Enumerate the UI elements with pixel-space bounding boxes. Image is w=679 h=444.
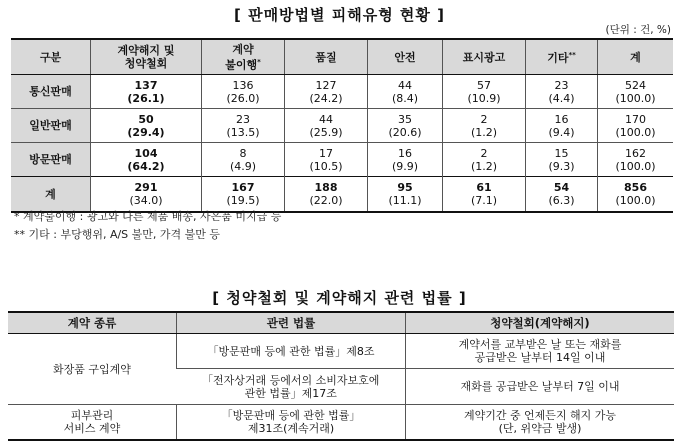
col-header-quality: 품질 [285,39,368,75]
col-header-nonperformance: 계약 불이행* [202,39,285,75]
table-row [8,405,674,440]
cell-percent: (19.5) [226,194,260,207]
row-label: 방문판매 [11,143,91,177]
cell-count: 291 [134,181,158,194]
cell-percent: (64.2) [127,159,165,173]
table2-title: [ 청약철회 및 계약해지 관련 법률 ] [212,289,467,307]
row-label: 통신판매 [11,75,91,109]
table-cell [598,75,674,109]
table-cell [202,143,285,177]
col-header-withdrawal: 청약철회(계약해지) [406,312,675,334]
cell-percent: (100.0) [615,125,656,139]
col-header-law: 관련 법률 [177,312,406,334]
cell-percent: (100.0) [615,194,656,207]
cell-count: 136 [232,78,254,92]
table-cell [91,109,202,143]
withdrawal-cell: 재화를 공급받은 날부터 7일 이내 [406,369,675,405]
cell-count: 15 [554,146,569,160]
table-header-row [11,39,673,75]
table-cell [598,109,674,143]
cell-percent: (1.2) [470,159,498,173]
col-header-total: 계 [598,39,674,75]
col-header-category: 구분 [11,39,91,75]
cell-count: 61 [476,181,492,194]
cell-count: 104 [134,146,158,160]
cell-count: 95 [397,181,413,194]
footnote-other: ** 기타 : 부당행위, A/S 불만, 가격 불만 등 [14,228,221,241]
cell-percent: (24.2) [309,91,343,105]
table-cell [202,177,285,213]
cell-count: 17 [319,146,333,160]
table-cell [202,75,285,109]
contract-type-cell: 화장품 구입계약 [8,334,177,405]
cell-count: 23 [236,112,250,126]
cell-count: 35 [398,112,412,126]
cell-percent: (4.4) [548,91,575,105]
table-row [11,143,673,177]
col-header-other: 기타** [526,39,598,75]
table-cell [91,177,202,213]
law-cell: 「전자상거래 등에서의 소비자보호에 관한 법률」제17조 [177,369,406,405]
law-cell: 「방문판매 등에 관한 법률」제8조 [177,334,406,369]
cell-count: 188 [314,181,338,194]
withdrawal-cell: 계약기간 중 언제든지 해지 가능 (단, 위약금 발생) [406,405,675,440]
table-cell [368,109,443,143]
unit-label: (단위 : 건, %) [605,24,671,36]
cell-count: 50 [138,112,154,126]
cell-percent: (9.4) [548,125,575,139]
cell-count: 23 [554,78,569,92]
col-header-cancellation: 계약해지 및 청약철회 [91,39,202,75]
table-cell [598,177,674,213]
cell-percent: (8.4) [391,91,419,105]
cell-count: 137 [134,78,158,92]
cell-percent: (25.9) [309,125,343,139]
table-cell [526,177,598,213]
cell-count: 167 [231,181,255,194]
cell-percent: (100.0) [615,91,656,105]
cell-percent: (9.3) [548,159,575,173]
cell-percent: (22.0) [309,194,343,207]
cell-percent: (29.4) [127,125,165,139]
row-label: 일반판매 [11,109,91,143]
table-cell [368,75,443,109]
table-row [8,334,674,369]
footnote-nonperformance: * 계약불이행 : 광고와 다른 제품 배송, 사은품 미지급 등 [14,210,282,223]
table-cell [368,143,443,177]
table-cell [91,75,202,109]
cell-count: 57 [477,78,491,92]
cell-percent: (7.1) [470,194,498,207]
cell-percent: (100.0) [615,159,656,173]
table-cell [285,143,368,177]
cell-percent: (20.6) [388,125,422,139]
cell-count: 16 [554,112,569,126]
cell-count: 54 [553,181,570,194]
cell-count: 170 [625,112,646,126]
table-cell [285,109,368,143]
cell-percent: (26.0) [226,91,260,105]
table-total-row [11,177,673,213]
cell-count: 44 [398,78,412,92]
table-cell [526,75,598,109]
cell-count: 16 [398,146,412,160]
table-header-row [8,312,674,334]
table-cell [598,143,674,177]
table-cell [443,177,526,213]
cell-percent: (26.1) [127,91,165,105]
cell-count: 44 [319,112,333,126]
table-cell [443,75,526,109]
cell-percent: (11.1) [388,194,422,207]
law-table [8,311,674,441]
cell-count: 127 [315,78,337,92]
col-header-advertising: 표시광고 [443,39,526,75]
row-label: 계 [11,177,91,213]
cell-percent: (10.9) [467,91,501,105]
cell-count: 162 [625,146,646,160]
table1-title: [ 판매방법별 피해유형 현황 ] [234,6,445,24]
cell-count: 2 [480,146,488,160]
table-cell [526,109,598,143]
table-cell [526,143,598,177]
cell-percent: (9.9) [391,159,419,173]
cell-count: 524 [625,78,646,92]
table-cell [443,109,526,143]
cell-percent: (6.3) [548,194,575,207]
table-cell [285,75,368,109]
cell-percent: (4.9) [229,159,257,173]
col-header-contract-type: 계약 종류 [8,312,177,334]
cell-percent: (1.2) [470,125,498,139]
damage-type-table [11,38,673,213]
table-cell [91,143,202,177]
cell-count: 856 [624,181,647,194]
table-row [11,75,673,109]
table-cell [202,109,285,143]
table-row [11,109,673,143]
table-cell [368,177,443,213]
table-cell [443,143,526,177]
cell-percent: (13.5) [226,125,260,139]
cell-count: 8 [239,146,247,160]
table-cell [285,177,368,213]
cell-percent: (34.0) [129,194,163,207]
cell-count: 2 [480,112,488,126]
law-cell: 「방문판매 등에 관한 법률」 제31조(계속거래) [177,405,406,440]
col-header-safety: 안전 [368,39,443,75]
contract-type-cell: 피부관리 서비스 계약 [8,405,177,440]
cell-percent: (10.5) [309,159,343,173]
withdrawal-cell: 계약서를 교부받은 날 또는 재화를 공급받은 날부터 14일 이내 [406,334,675,369]
